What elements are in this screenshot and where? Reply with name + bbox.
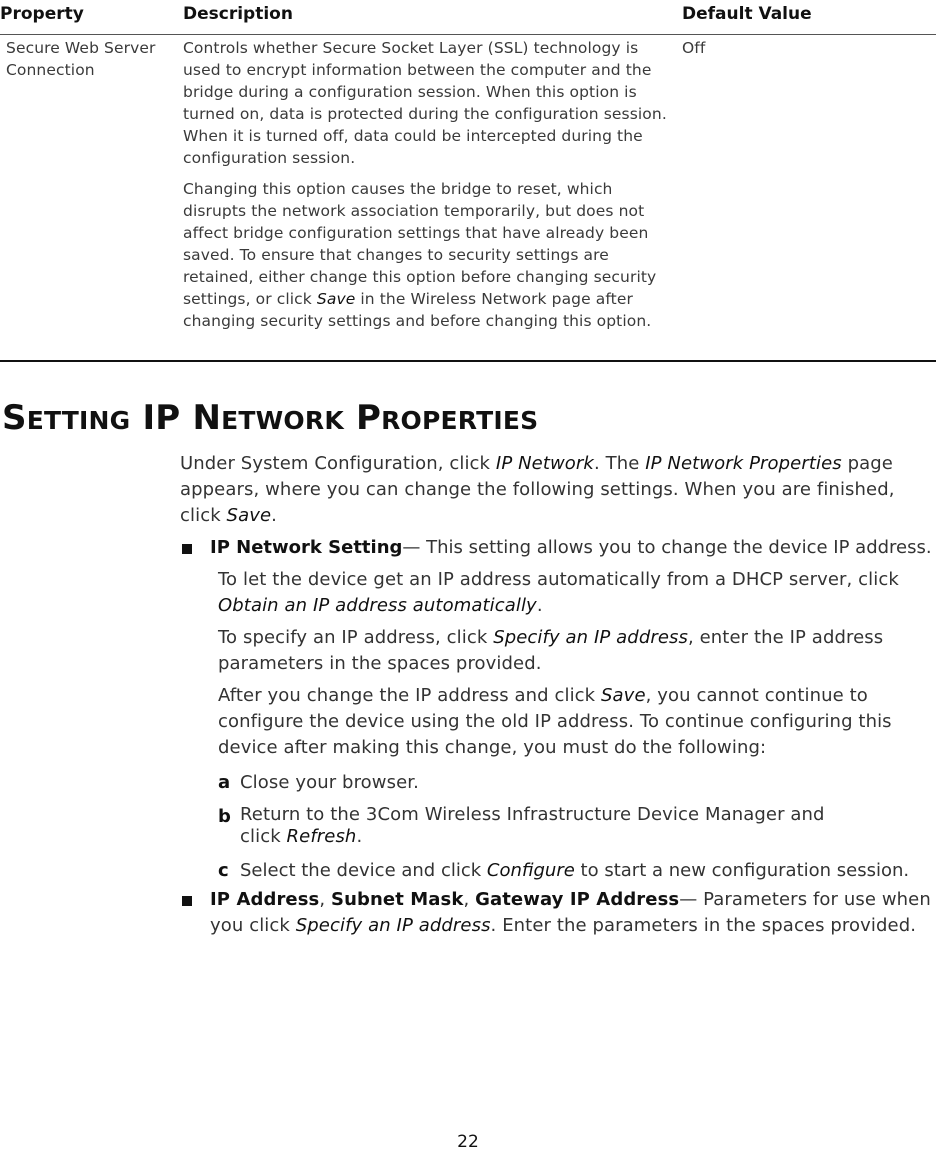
bullet-marker-1 [182,544,192,554]
intro-paragraph: Under System Configuration, click IP Network. The IP Network Properties page appears, where you can change the following settings. When you are finished, click Save. [180,453,895,526]
bullet-ip-network-setting: IP Network Setting— This setting allows you to change the device IP address. [210,537,932,558]
cell-default-value: Off [682,39,706,57]
cell-description-p2-tail: in the Wireless Network page after changing security settings and before changing this option. [183,290,652,330]
section-heading [2,398,538,438]
specify-ip-paragraph: To specify an IP address, click Specify an IP address, enter the IP address parameters in the spaces provided. [218,627,884,674]
cell-description-p2 [183,178,673,332]
page-number: 22 [457,1132,479,1152]
step-c-text: Select the device and click Configure to start a new configuration session. [240,860,910,881]
step-a-text: Close your browser. [240,772,419,793]
cell-description-p2-text: Changing this option causes the bridge to reset, which disrupts the network association temporarily, but does not affect bridge configuration settings that have already been saved. To ensure that changes to security settings are retained, either change this option before changing security settings, or click [183,180,657,308]
heading-word-1: SETTING [2,398,131,438]
heading-word-4: PROPERTIES [355,398,539,438]
step-letter-a: a [218,772,231,793]
header-description: Description [183,4,293,24]
after-change-paragraph: After you change the IP address and click Save, you cannot continue to configure the device using the old IP address. To continue configuring this device after making this change, you must do the following: [218,685,892,758]
header-default-value: Default Value [682,4,812,24]
cell-description-p1: Controls whether Secure Socket Layer (SSL) technology is used to encrypt information between the computer and the bridge during a configuration session. When this option is turned on, data is protected during the configuration session. When it is turned off, data could be intercepted during the configuration session. [183,39,667,167]
dhcp-paragraph: To let the device get an IP address automatically from a DHCP server, click Obtain an IP address automatically. [218,569,899,616]
bullet-ip-address-params: IP Address, Subnet Mask, Gateway IP Address— Parameters for use when you click Specify an IP address. Enter the parameters in the spaces provided. [210,889,931,936]
step-letter-c: c [218,860,229,881]
table-bottom-rule [0,360,936,362]
bullet-marker-2 [182,896,192,906]
heading-word-2: IP [142,398,181,438]
header-property: Property [0,4,84,24]
step-b-text: Return to the 3Com Wireless Infrastructure Device Manager and click Refresh. [240,804,825,847]
table-header-row [0,0,936,35]
save-ref: Save [316,290,356,308]
cell-property: Secure Web Server Connection [6,39,156,79]
step-letter-b: b [218,806,231,827]
heading-word-3: NETWORK [192,398,344,438]
